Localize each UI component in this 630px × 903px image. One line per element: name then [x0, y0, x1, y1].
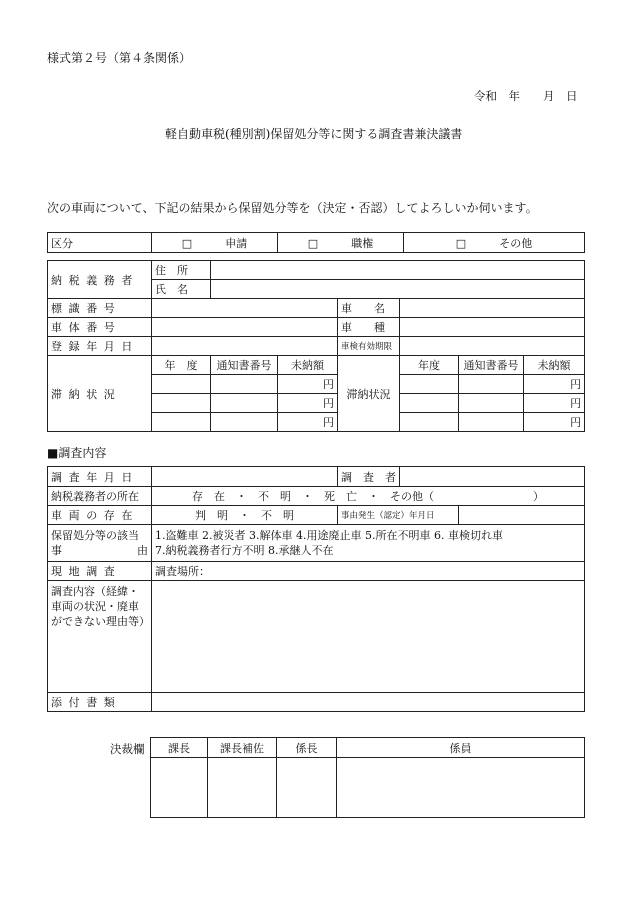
approval-label: 決裁欄	[110, 742, 145, 756]
car-type-field[interactable]	[400, 318, 585, 337]
registration-date-label: 登録年月日	[48, 337, 152, 356]
investigator-field[interactable]	[400, 467, 585, 487]
arrears-notice-cell-right[interactable]	[459, 394, 524, 413]
vehicle-exists-options[interactable]: 判 明 ・ 不 明	[152, 506, 338, 525]
arrears-label: 滞納状況	[48, 356, 152, 432]
arrears-notice-cell-right[interactable]	[459, 413, 524, 432]
arrears-unpaid-cell[interactable]: 円	[278, 394, 338, 413]
page-title: 軽自動車税(種別割)保留処分等に関する調査書兼決議書	[165, 127, 463, 141]
site-place-field[interactable]: 調査場所：	[152, 562, 585, 581]
arrears-unpaid-cell-right[interactable]: 円	[524, 375, 585, 394]
address-field[interactable]	[211, 261, 585, 280]
approval-column-staff: 係員	[337, 738, 585, 758]
plate-label: 標識番号	[48, 299, 152, 318]
investigation-section-title: ■調査内容	[47, 446, 107, 460]
name-field[interactable]	[211, 280, 585, 299]
attachments-label: 添付書類	[48, 693, 152, 712]
incident-date-label: 事由発生（認定）年月日	[338, 506, 459, 525]
checkbox-icon[interactable]: □	[455, 236, 467, 250]
name-label: 氏 名	[152, 280, 211, 299]
category-option-official[interactable]: □ 職権	[278, 233, 404, 253]
address-label: 住 所	[152, 261, 211, 280]
intro-text: 次の車両について、下記の結果から保留処分等を（決定・否認）してよろしいか伺います。	[47, 201, 538, 215]
approval-column-subsection-chief: 係長	[277, 738, 337, 758]
stamp-cell-section-chief[interactable]	[151, 758, 208, 818]
body-number-field[interactable]	[152, 318, 338, 337]
inspection-expiry-field[interactable]	[400, 337, 585, 356]
arrears-notice-header: 通知書番号	[211, 356, 278, 375]
reason-label: 保留処分等の該当 事 由	[48, 525, 152, 562]
registration-date-field[interactable]	[152, 337, 338, 356]
arrears-unpaid-cell-right[interactable]: 円	[524, 394, 585, 413]
reasons-list[interactable]: 1.盗難車 2.被災者 3.解体車 4.用途廃止車 5.所在不明車 6. 車検切れ車 7.納税義務者行方不明 8.承継人不在	[152, 525, 585, 562]
arrears-unpaid-cell-right[interactable]: 円	[524, 413, 585, 432]
arrears-unpaid-header: 未納額	[278, 356, 338, 375]
category-table	[47, 232, 585, 253]
investigation-table	[47, 466, 585, 712]
arrears-year-header-right: 年度	[400, 356, 459, 375]
checkbox-icon[interactable]: □	[181, 236, 193, 250]
incident-date-field[interactable]	[459, 506, 585, 525]
arrears-notice-cell[interactable]	[211, 394, 278, 413]
details-label: 調査内容（経緯・車両の状況・廃車ができない理由等）	[48, 581, 152, 693]
stamp-cell-subsection-chief[interactable]	[277, 758, 337, 818]
checkbox-icon[interactable]: □	[307, 236, 319, 250]
investigation-date-label: 調査年月日	[48, 467, 152, 487]
arrears-year-cell[interactable]	[152, 375, 211, 394]
stamp-cell-staff[interactable]	[337, 758, 585, 818]
car-type-label: 車 種	[338, 318, 400, 337]
arrears-year-cell-right[interactable]	[400, 394, 459, 413]
vehicle-info-table	[47, 260, 585, 432]
investigation-date-field[interactable]	[152, 467, 338, 487]
arrears-unpaid-cell[interactable]: 円	[278, 413, 338, 432]
body-number-label: 車体番号	[48, 318, 152, 337]
vehicle-exists-label: 車両の存在	[48, 506, 152, 525]
arrears-year-cell[interactable]	[152, 394, 211, 413]
car-name-label: 車 名	[338, 299, 400, 318]
approval-table	[150, 737, 585, 818]
form-number: 様式第２号（第４条関係）	[47, 51, 192, 65]
arrears-year-header: 年 度	[152, 356, 211, 375]
inspection-expiry-label: 車検有効期限	[338, 337, 400, 356]
arrears-notice-cell-right[interactable]	[459, 375, 524, 394]
details-field[interactable]	[152, 581, 585, 693]
investigator-label: 調 査 者	[338, 467, 400, 487]
taxpayer-label: 納税義務者	[48, 261, 152, 299]
car-name-field[interactable]	[400, 299, 585, 318]
taxpayer-location-options[interactable]: 存 在 ・ 不 明 ・ 死 亡 ・ その他（ ）	[152, 487, 585, 506]
arrears-notice-header-right: 通知書番号	[459, 356, 524, 375]
category-label: 区分	[48, 233, 152, 253]
arrears-year-cell-right[interactable]	[400, 413, 459, 432]
approval-column-deputy-chief: 課長補佐	[208, 738, 277, 758]
arrears-year-cell-right[interactable]	[400, 375, 459, 394]
arrears-year-cell[interactable]	[152, 413, 211, 432]
category-option-other[interactable]: □ その他	[404, 233, 585, 253]
date-line: 令和 年 月 日	[474, 89, 578, 103]
approval-column-section-chief: 課長	[151, 738, 208, 758]
arrears-unpaid-header-right: 未納額	[524, 356, 585, 375]
category-option-apply[interactable]: □ 申請	[152, 233, 278, 253]
attachments-field[interactable]	[152, 693, 585, 712]
arrears-notice-cell[interactable]	[211, 413, 278, 432]
site-investigation-label: 現地調査	[48, 562, 152, 581]
arrears-notice-cell[interactable]	[211, 375, 278, 394]
arrears-right-label: 滞納状況	[338, 356, 400, 432]
arrears-unpaid-cell[interactable]: 円	[278, 375, 338, 394]
taxpayer-location-label: 納税義務者の所在	[48, 487, 152, 506]
plate-field[interactable]	[152, 299, 338, 318]
stamp-cell-deputy-chief[interactable]	[208, 758, 277, 818]
